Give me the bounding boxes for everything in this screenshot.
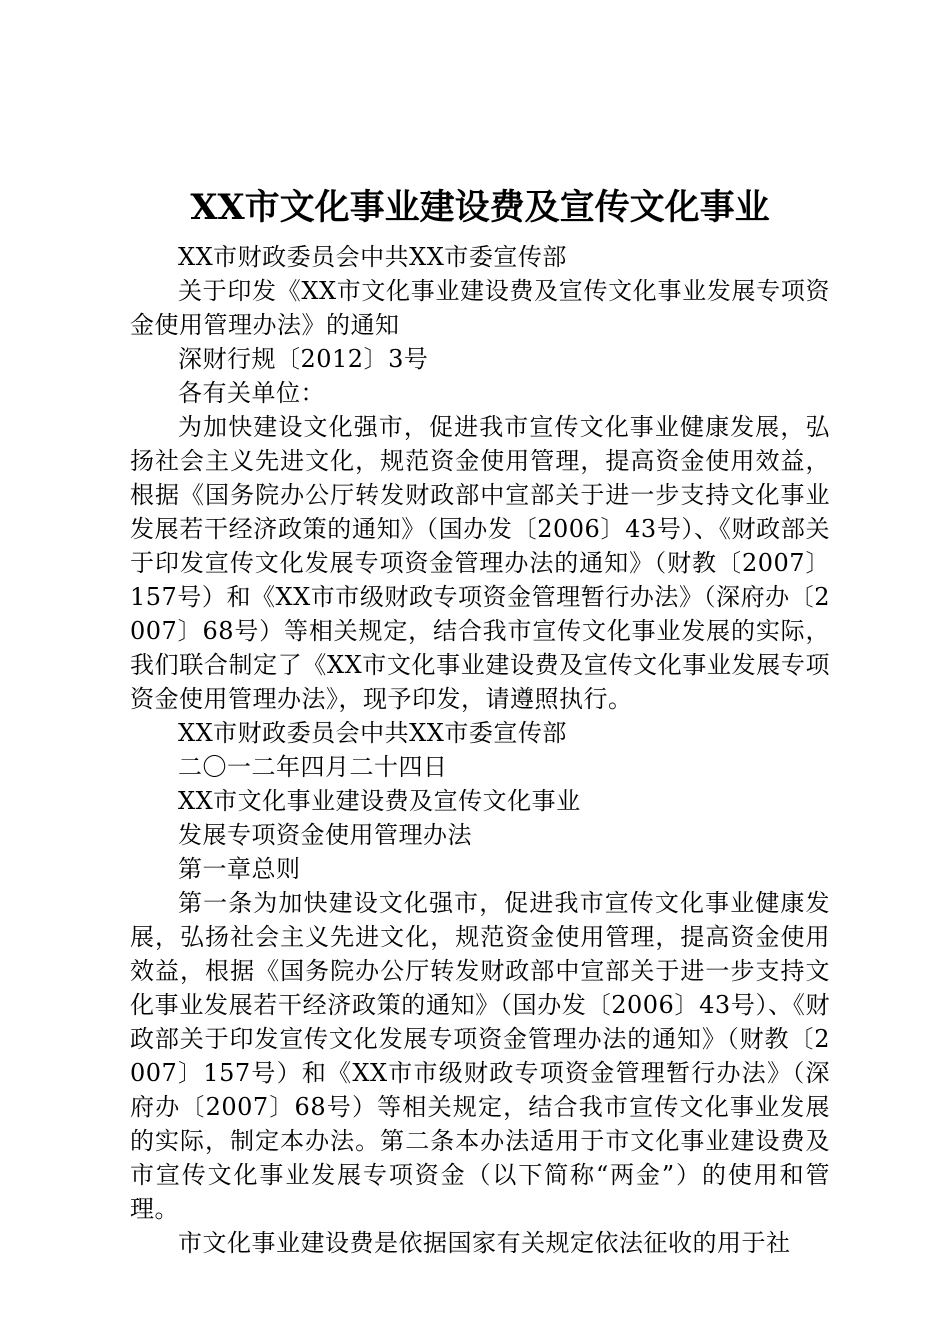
notice-body-paragraph: 为加快建设文化强市，促进我市宣传文化事业健康发展，弘扬社会主义先进文化，规范资金使用管理，提高资金使用效益，根据《国务院办公厅转发财政部中宣部关于进一步支持文化事业发展若干经济政策的通知》（国办发〔2006〕43号）、《财政部关于印发宣传文化发展专项资金管理办法的通知》（财教〔2007〕157号）和《XX市市级财政专项资金管理暂行办法》（深府办〔2007〕68号）等相关规定，结合我市宣传文化事业发展的实际，我们联合制定了《XX市文化事业建设费及宣传文化事业发展专项资金使用管理办法》，现予印发，请遵照执行。: [130, 413, 830, 713]
document-number: 深财行规〔2012〕3号: [178, 345, 429, 373]
chapter-heading: 第一章总则: [178, 855, 301, 883]
notice-title: 关于印发《XX市文化事业建设费及宣传文化事业发展专项资金使用管理办法》的通知: [130, 277, 830, 339]
document-page: [130, 180, 830, 1260]
article-paragraph: 第一条为加快建设文化强市，促进我市宣传文化事业健康发展，弘扬社会主义先进文化，规范资金使用管理，提高资金使用效益，根据《国务院办公厅转发财政部中宣部关于进一步支持文化事业发展若干经济政策的通知》（国办发〔2006〕43号）、《财政部关于印发宣传文化发展专项资金管理办法的通知》（财教〔2007〕157号）和《XX市市级财政专项资金管理暂行办法》（深府办〔2007〕68号）等相关规定，结合我市宣传文化事业发展的实际，制定本办法。第二条本办法适用于市文化事业建设费及市宣传文化事业发展专项资金（以下简称“两金”）的使用和管理。: [130, 889, 830, 1223]
salutation: 各有关单位：: [178, 379, 325, 407]
article-paragraph: 市文化事业建设费是依据国家有关规定依法征收的用于社: [178, 1229, 791, 1257]
document-title: XX市文化事业建设费及宣传文化事业: [190, 187, 770, 228]
issuer-line: XX市财政委员会中共XX市委宣传部: [178, 243, 567, 271]
measures-title-line-1: XX市文化事业建设费及宣传文化事业: [178, 787, 581, 815]
signature-date: 二〇一二年四月二十四日: [178, 753, 448, 781]
signature-issuer: XX市财政委员会中共XX市委宣传部: [178, 719, 567, 747]
measures-title-line-2: 发展专项资金使用管理办法: [178, 821, 472, 849]
